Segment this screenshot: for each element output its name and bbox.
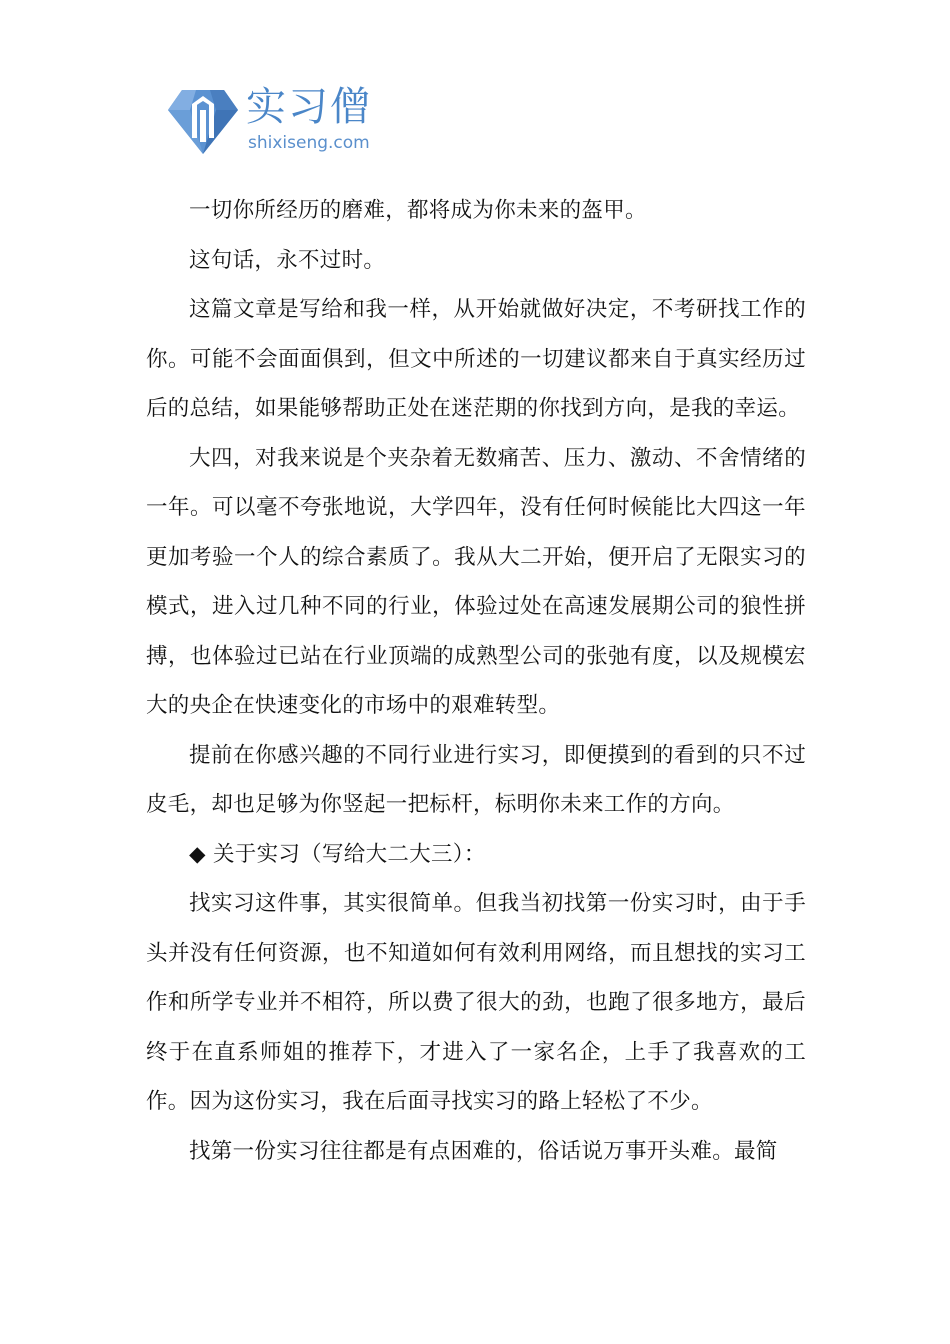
paragraph-7: 找第一份实习往往都是有点困难的，俗话说万事开头难。最简 xyxy=(189,1138,778,1164)
paragraph-5: 提前在你感兴趣的不同行业进行实习，即便摸到的看到的只不过皮毛，却也足够为你竖起一把标杆，标明你未来工作的方向。 xyxy=(146,742,806,817)
section-heading: ◆ 关于实习（写给大二大三）： xyxy=(189,841,486,867)
paragraph-6: 找实习这件事，其实很简单。但我当初找第一份实习时，由于手头并没有任何资源，也不知道如何有效利用网络，而且想找的实习工作和所学专业并不相符，所以费了很大的劲，也跑了很多地方，最后终于在直系师姐的推荐下，才进入了一家名企，上手了我喜欢的工作。因为这份实习，我在后面寻找实习的路上轻松了不少。 xyxy=(146,891,806,1114)
article-body xyxy=(146,186,806,1176)
paragraph-4: 大四，对我来说是个夹杂着无数痛苦、压力、激动、不舍情绪的一年。可以毫不夸张地说，大学四年，没有任何时候能比大四这一年更加考验一个人的综合素质了。我从大二开始，便开启了无限实习的模式，进入过几种不同的行业，体验过处在高速发展期公司的狼性拼搏，也体验过已站在行业顶端的成熟型公司的张弛有度，以及规模宏大的央企在快速变化的市场中的艰难转型。 xyxy=(146,445,806,718)
diamond-logo-icon xyxy=(168,88,238,156)
logo-title: 实习僧 xyxy=(246,84,372,130)
paragraph-2: 这句话，永不过时。 xyxy=(189,247,386,273)
paragraph-1: 一切你所经历的磨难，都将成为你未来的盔甲。 xyxy=(189,198,647,223)
paragraph-3: 这篇文章是写给和我一样，从开始就做好决定，不考研找工作的你。可能不会面面俱到，但文中所述的一切建议都来自于真实经历过后的总结，如果能够帮助正处在迷茫期的你找到方向，是我的幸运。 xyxy=(146,297,806,421)
site-logo xyxy=(168,84,408,160)
logo-subtitle: shixiseng.com xyxy=(248,133,370,153)
